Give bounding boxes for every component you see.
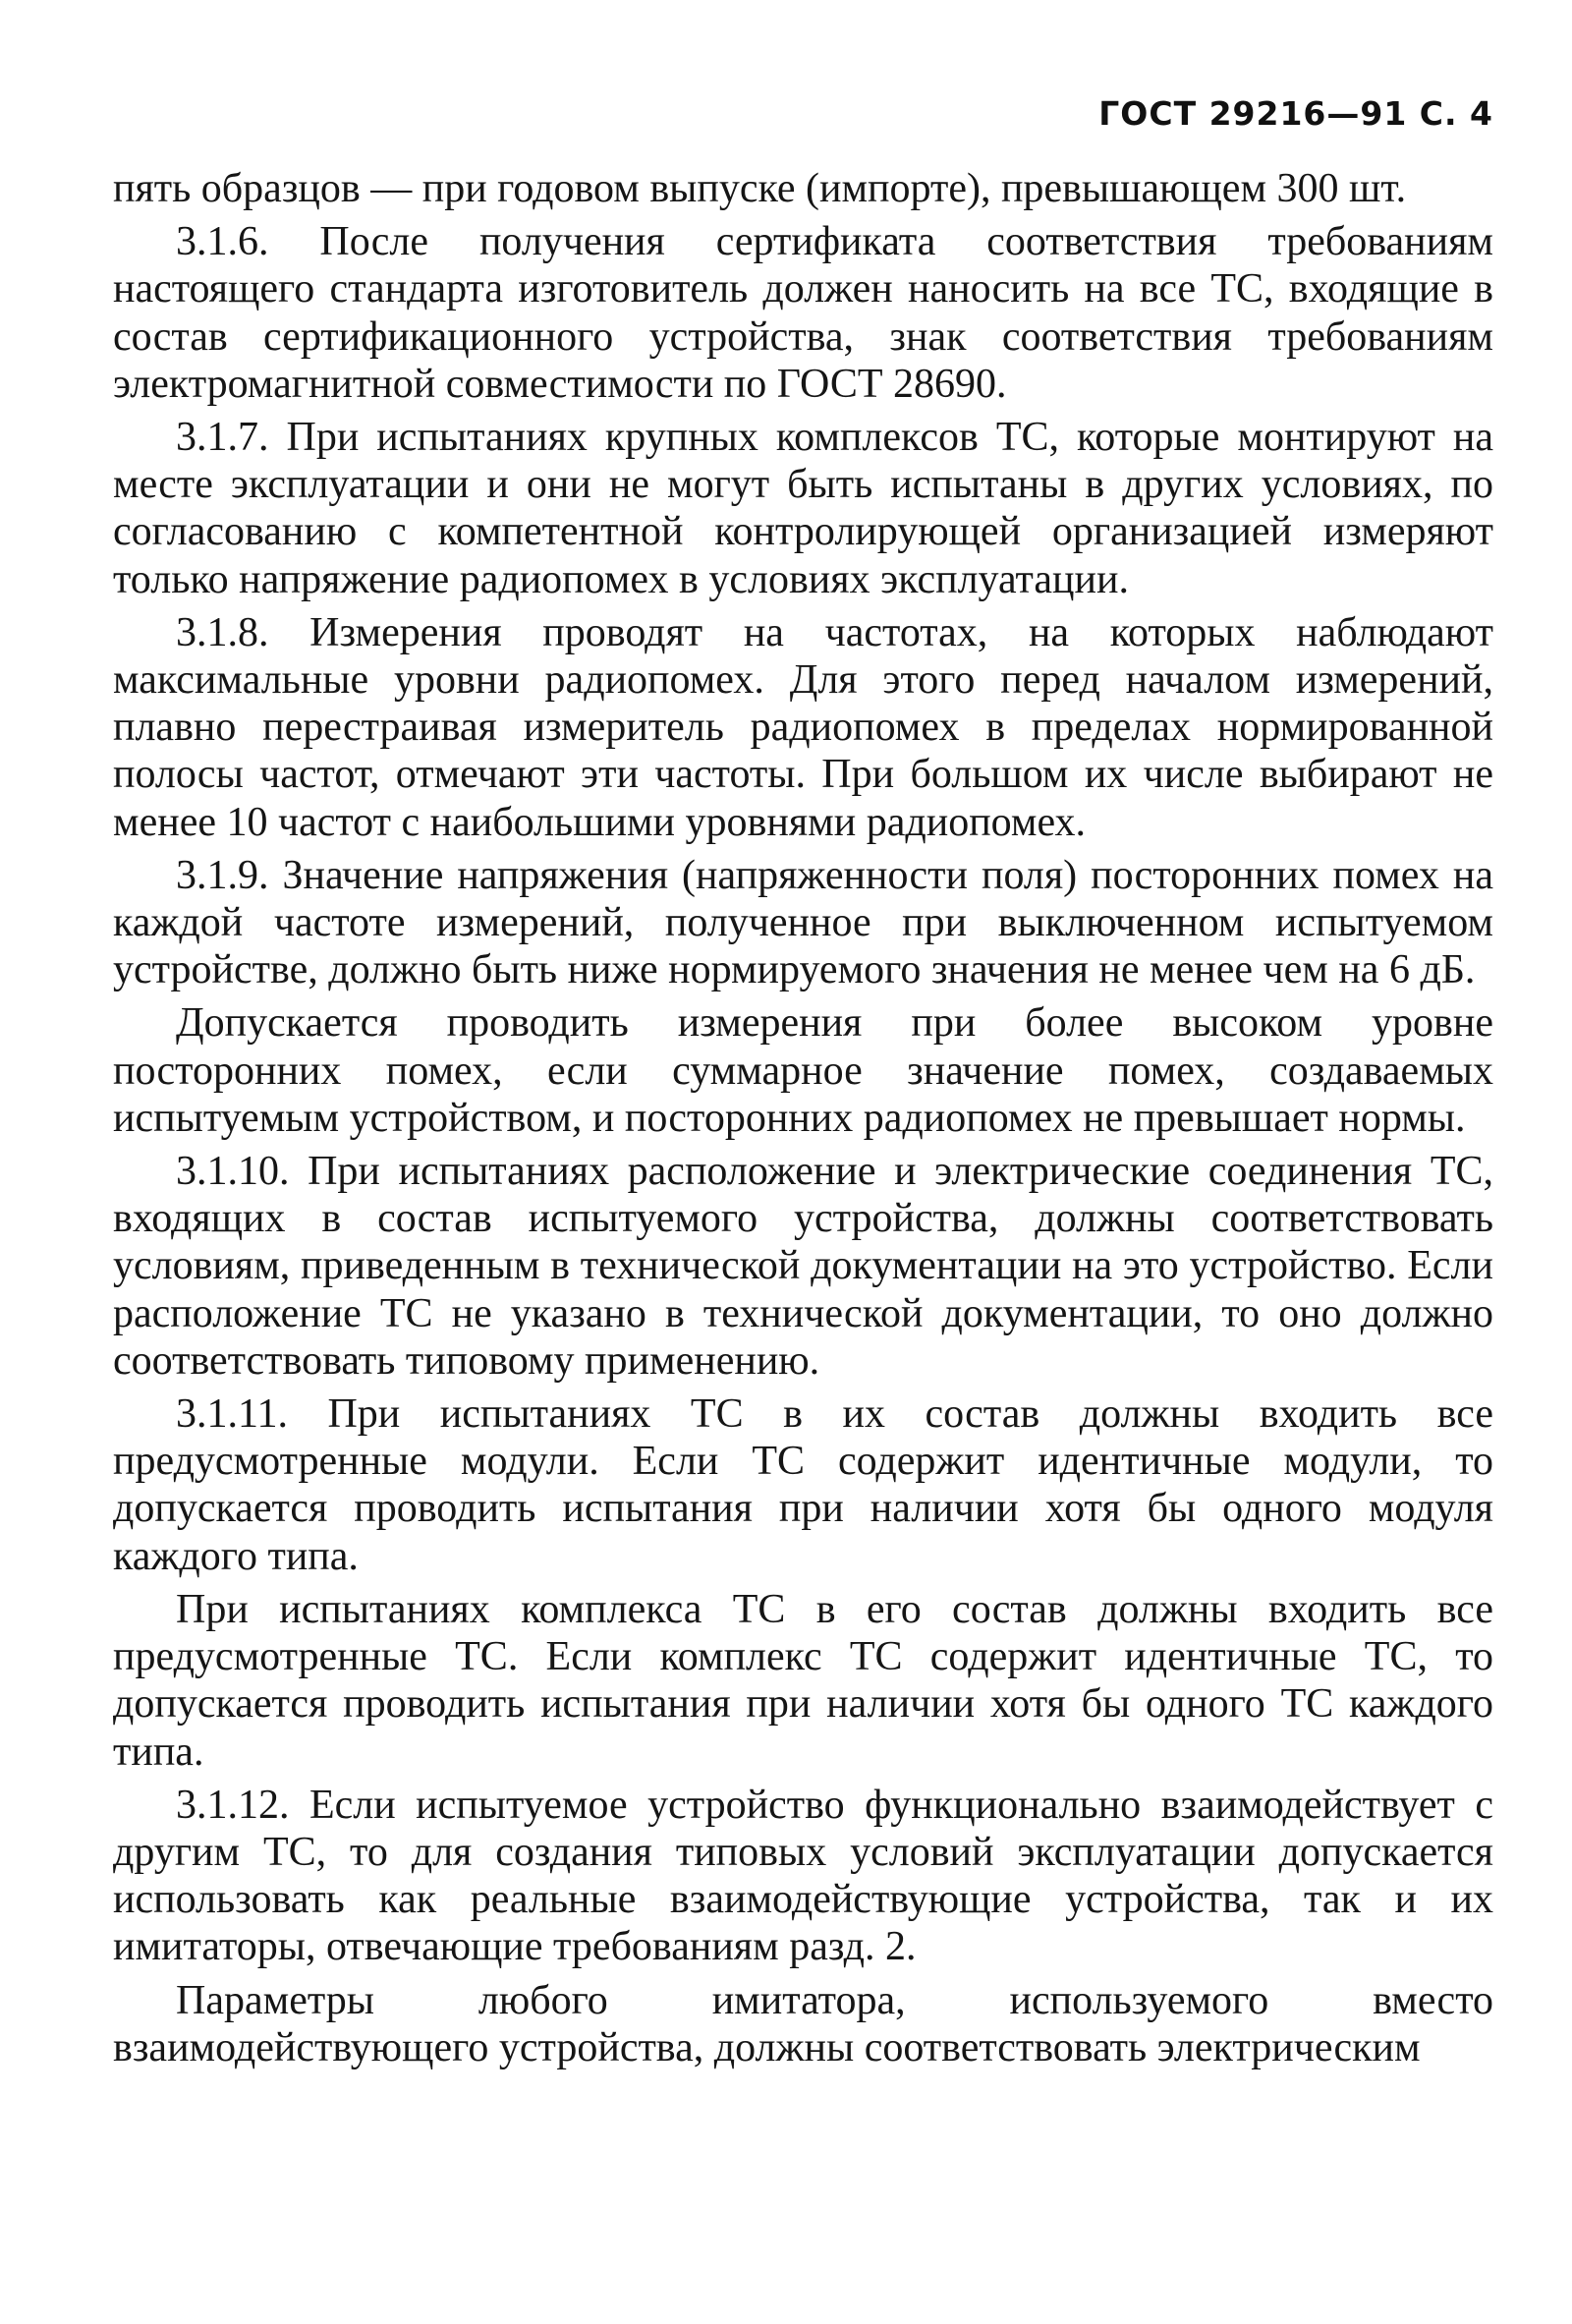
paragraph-3-1-6: 3.1.6. После получения сертификата соответствия требованиям настоящего стандарта изготовитель должен наносить на все ТС, входящие в состав сертификационного устройства, знак соответствия требованиям электромагнитной совместимости по ГОСТ 28690. [113,219,1493,407]
paragraph-3-1-7: 3.1.7. При испытаниях крупных комплексов ТС, которые монтируют на месте эксплуатации и они не могут быть испытаны в других условиях, по согласованию с компетентной контролирующей организацией измеряют только напряжение радиопомех в условиях эксплуатации. [113,415,1493,602]
paragraph-3-1-12: 3.1.12. Если испытуемое устройство функционально взаимодействует с другим ТС, то для создания типовых условий эксплуатации допускается использовать как реальные взаимодействующие устройства, так и их имитаторы, отвечающие требованиям разд. 2. [113,1782,1493,1970]
paragraph-3-1-9-note: Допускается проводить измерения при более высоком уровне посторонних помех, если суммарное значение помех, создаваемых испытуемым устройством, и посторонних радиопомех не превышает нормы. [113,1000,1493,1141]
paragraph-3-1-10: 3.1.10. При испытаниях расположение и электрические соединения ТС, входящих в состав испытуемого устройства, должны соответствовать условиям, приведенным в технической документации на это устройство. Если расположение ТС не указано в технической документации, то оно должно соответствовать типовому применению. [113,1149,1493,1384]
document-body [113,165,1493,2071]
paragraph-3-1-11: 3.1.11. При испытаниях ТС в их состав должны входить все предусмотренные модули. Если ТС содержит идентичные модули, то допускается проводить испытания при наличии хотя бы одного модуля каждого типа. [113,1391,1493,1579]
paragraph-3-1-9: 3.1.9. Значение напряжения (напряженности поля) посторонних помех на каждой частоте измерений, полученное при выключенном испытуемом устройстве, должно быть ниже нормируемого значения не менее чем на 6 дБ. [113,852,1493,993]
running-header: ГОСТ 29216—91 С. 4 [1098,94,1493,133]
paragraph-continuation: пять образцов — при годовом выпуске (импорте), превышающем 300 шт. [113,166,1407,211]
paragraph-3-1-12-simulator: Параметры любого имитатора, используемого вместо взаимодействующего устройства, должны соответствовать электрическим [113,1977,1493,2070]
paragraph-3-1-11-complex: При испытаниях комплекса ТС в его состав должны входить все предусмотренные ТС. Если комплекс ТС содержит идентичные ТС, то допускается проводить испытания при наличии хотя бы одного ТС каждого типа. [113,1586,1493,1775]
paragraph-3-1-8: 3.1.8. Измерения проводят на частотах, на которых наблюдают максимальные уровни радиопомех. Для этого перед началом измерений, плавно перестраивая измеритель радиопомех в пределах нормированной полосы частот, отмечают эти частоты. При большом их числе выбирают не менее 10 частот с наибольшими уровнями радиопомех. [113,609,1493,845]
